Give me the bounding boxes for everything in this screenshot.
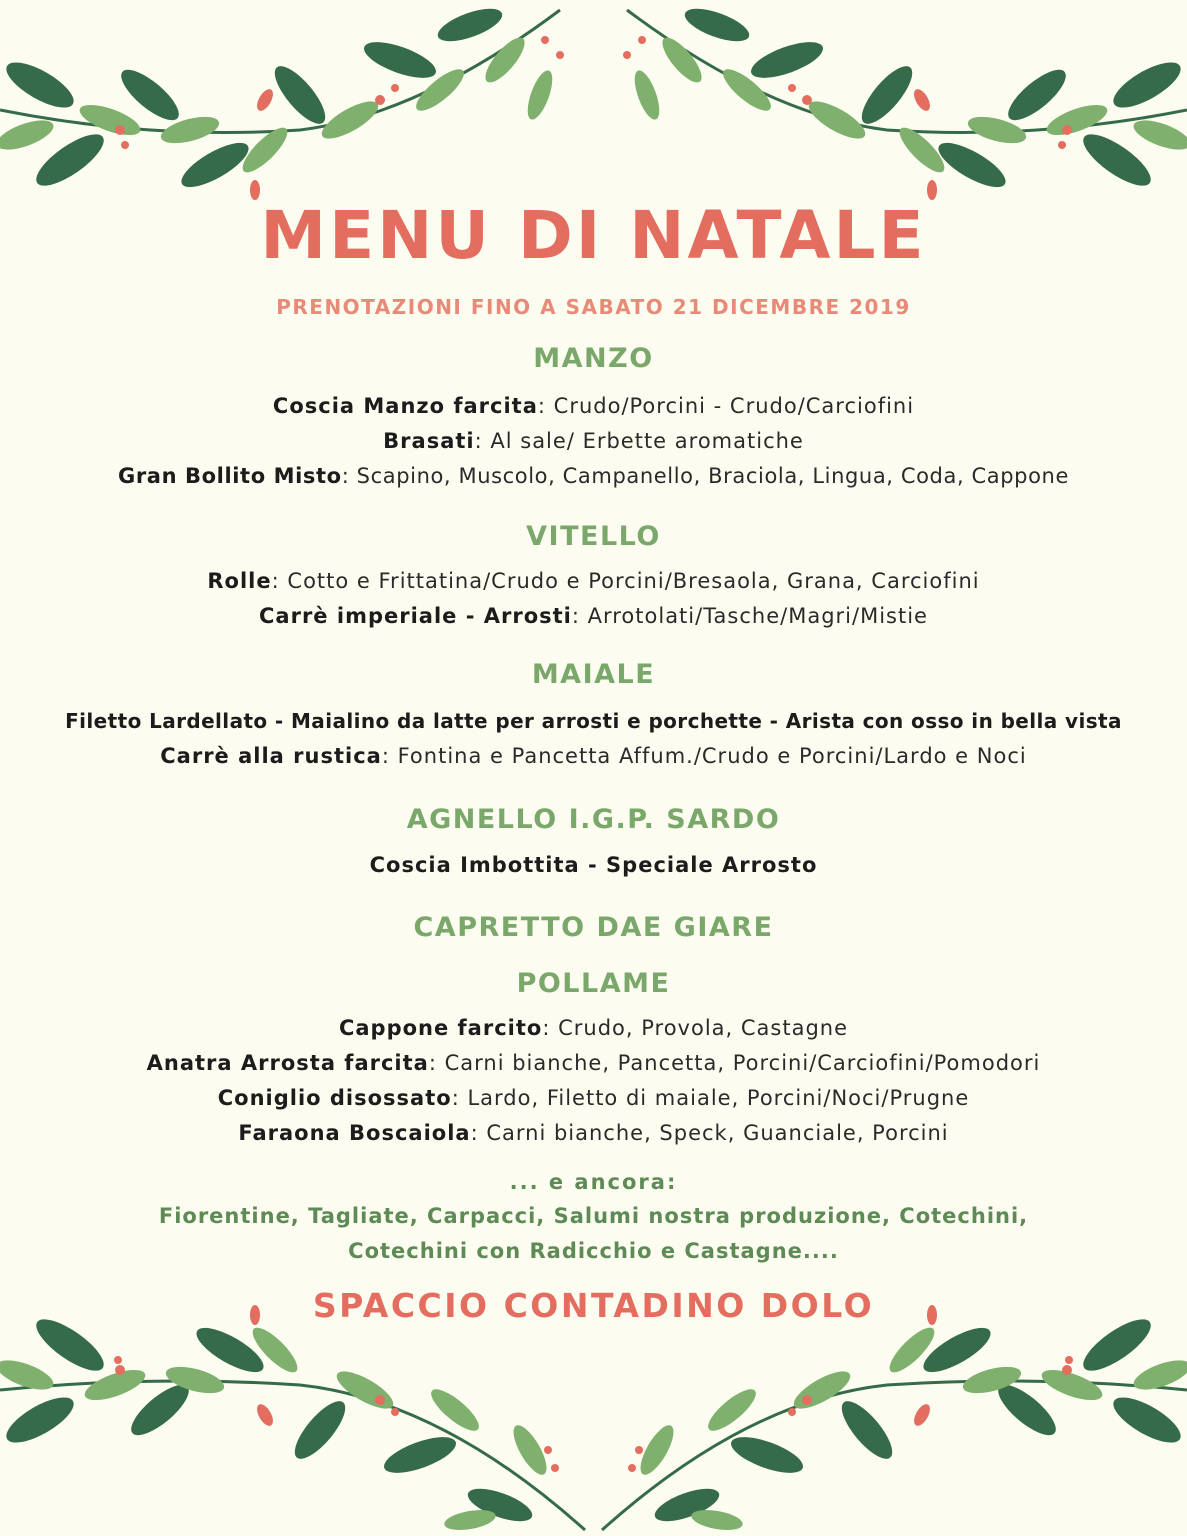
item-description: Lardo, Filetto di maiale, Porcini/Noci/Prugne — [467, 1086, 970, 1110]
extras-line: Fiorentine, Tagliate, Carpacci, Salumi nostra produzione, Cotechini, — [158, 1204, 1029, 1228]
item-separator: : — [537, 394, 554, 418]
item-name: Cappone farcito — [338, 1016, 543, 1040]
item-separator: : — [271, 569, 288, 593]
section-heading-agnello: AGNELLO I.G.P. SARDO — [406, 804, 781, 835]
menu-item — [0, 389, 1187, 424]
foliage-branch-left — [0, 2, 564, 200]
reservation-deadline: PRENOTAZIONI FINO A SABATO 21 DICEMBRE 2019 — [276, 295, 911, 319]
item-name: Coscia Imbottita - Speciale Arrosto — [369, 853, 818, 877]
item-separator: : — [571, 604, 588, 628]
item-description: Scapino, Muscolo, Campanello, Braciola, Lingua, Coda, Cappone — [356, 464, 1069, 488]
item-separator: : — [428, 1051, 445, 1075]
top-foliage-decoration — [0, 0, 1187, 200]
item-name: Anatra Arrosta farcita — [146, 1051, 429, 1075]
extras-line: Cotechini con Radicchio e Castagne.... — [348, 1239, 839, 1263]
item-description: Crudo/Porcini - Crudo/Carciofini — [553, 394, 915, 418]
section-heading-vitello: VITELLO — [526, 521, 661, 552]
item-description: Cotto e Frittatina/Crudo e Porcini/Bresaola, Grana, Carciofini — [287, 569, 980, 593]
menu-item — [0, 459, 1187, 494]
item-description: Arrotolati/Tasche/Magri/Mistie — [587, 604, 928, 628]
item-description: Fontina e Pancetta Affum./Crudo e Porcini/Lardo e Noci — [397, 744, 1027, 768]
menu-item — [0, 424, 1187, 459]
menu-item — [0, 564, 1187, 599]
item-separator: : — [451, 1086, 468, 1110]
shop-name: SPACCIO CONTADINO DOLO — [312, 1286, 875, 1325]
section-heading-manzo: MANZO — [533, 343, 654, 374]
section-heading-maiale: MAIALE — [531, 659, 656, 690]
item-name: Coscia Manzo farcita — [272, 394, 538, 418]
item-name: Carrè alla rustica — [160, 744, 382, 768]
item-name: Coniglio disossato — [217, 1086, 452, 1110]
item-description: Crudo, Provola, Castagne — [558, 1016, 849, 1040]
page-title: MENU DI NATALE — [260, 197, 927, 274]
item-name: Brasati — [383, 429, 475, 453]
menu-item — [0, 1011, 1187, 1046]
menu-item — [0, 1116, 1187, 1151]
item-description: Carni bianche, Pancetta, Porcini/Carciofini/Pomodori — [444, 1051, 1041, 1075]
item-name: Faraona Boscaiola — [238, 1121, 471, 1145]
item-description: Carni bianche, Speck, Guanciale, Porcini — [486, 1121, 949, 1145]
item-separator: : — [381, 744, 398, 768]
item-description: Al sale/ Erbette aromatiche — [490, 429, 804, 453]
item-name: Carrè imperiale - Arrosti — [259, 604, 572, 628]
item-name: Rolle — [207, 569, 272, 593]
item-separator: : — [474, 429, 491, 453]
item-separator: : — [542, 1016, 559, 1040]
menu-item — [0, 739, 1187, 774]
section-heading-capretto: CAPRETTO DAE GIARE — [413, 912, 774, 943]
menu-item — [0, 599, 1187, 634]
item-separator: : — [341, 464, 357, 488]
section-heading-pollame: POLLAME — [516, 968, 671, 999]
extras-heading: ... e ancora: — [509, 1170, 678, 1194]
item-name: Gran Bollito Misto — [118, 464, 342, 488]
menu-item — [0, 704, 1187, 739]
menu-item — [0, 848, 1187, 883]
foliage-branch-left — [0, 1305, 585, 1533]
menu-item — [0, 1081, 1187, 1116]
menu-item — [0, 1046, 1187, 1081]
item-separator: : — [470, 1121, 487, 1145]
item-name: Filetto Lardellato - Maialino da latte per arrosti e porchette - Arista con osso in bella vista — [65, 709, 1122, 733]
